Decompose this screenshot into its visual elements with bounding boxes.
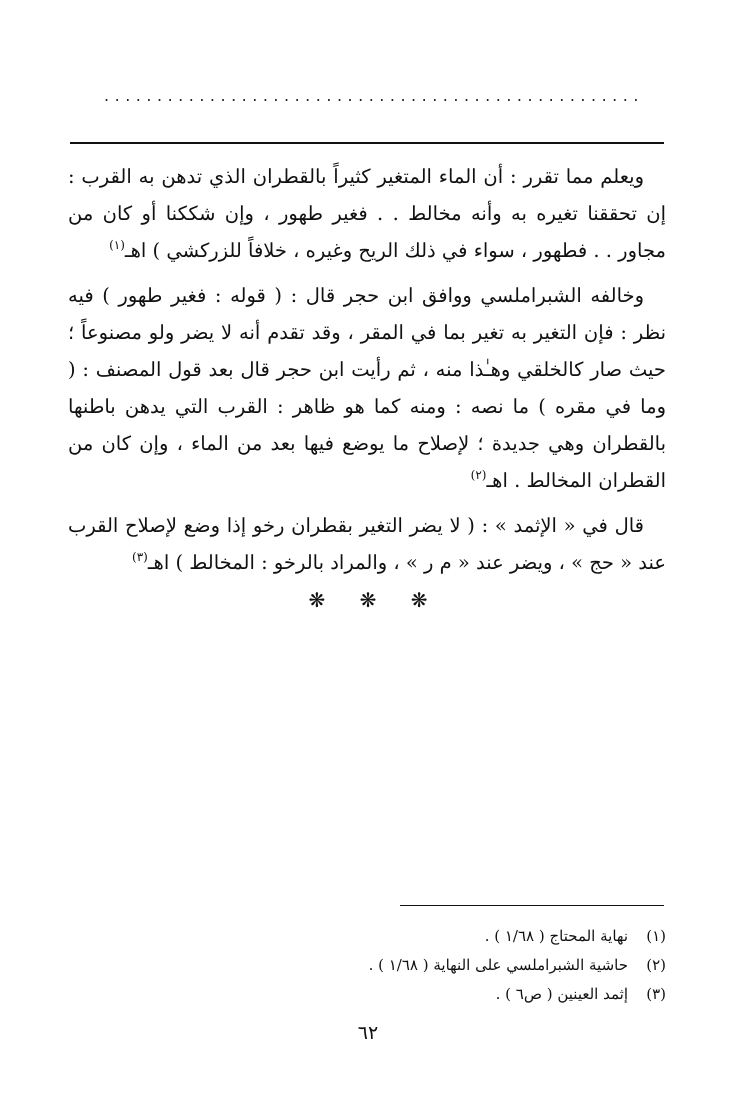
footnote-number: (٢) <box>646 956 666 974</box>
footnote-1 <box>260 922 666 951</box>
footnote-ref-3[interactable]: (٣) <box>132 550 148 564</box>
main-text <box>68 158 666 589</box>
separator-star-icon: ❋ <box>308 588 326 612</box>
paragraph-3 <box>68 507 666 581</box>
footnote-number: (٣) <box>646 985 666 1003</box>
paragraph-2-text: وخالفه الشبراملسي ووافق ابن حجر قال : ( قوله : فغير طهور ) فيه نظر : فإن التغير به تغير بما في المقر ، وقد تقدم أنه لا يضر ولو مصنوعاً ؛ حيث صار كالخلقي وهـٰذا منه ، ثم رأيت ابن حجر قال بعد قول المصنف : ( وما في مقره ) ما نصه : ومنه كما هو ظاهر : القرب التي يدهن باطنها بالقطران وهي جديدة ؛ لإصلاح ما يوضع فيها بعد من الماء ، وإن كان من القطران المخالط . اهـ <box>68 284 666 492</box>
footnote-text: حاشية الشبراملسي على النهاية ( ١/٦٨ ) . <box>368 956 628 974</box>
header-dotted-line: ................................................... <box>104 86 644 105</box>
footnote-ref-2[interactable]: (٢) <box>470 468 487 482</box>
footnote-text: نهاية المحتاج ( ١/٦٨ ) . <box>484 927 628 945</box>
footnotes <box>260 922 666 1009</box>
separator-star-icon: ❋ <box>359 588 377 612</box>
separator-star-icon: ❋ <box>410 588 428 612</box>
footnote-3 <box>260 980 666 1009</box>
footnote-text: إثمد العينين ( ص٦ ) . <box>495 985 628 1003</box>
header-rule <box>70 142 664 144</box>
paragraph-3-text: قال في « الإثمد » : ( لا يضر التغير بقطران رخو إذا وضع لإصلاح القرب عند « حج » ، ويضر عند « م ر » ، والمراد بالرخو : المخالط ) اهـ <box>68 514 666 574</box>
footnote-rule <box>400 905 664 906</box>
page-number: ٦٢ <box>357 1022 379 1044</box>
footnote-number: (١) <box>646 927 666 945</box>
section-separator <box>0 588 736 612</box>
paragraph-1-text: ويعلم مما تقرر : أن الماء المتغير كثيراً بالقطران الذي تدهن به القرب : إن تحققنا تغيره به وأنه مخالط . . فغير طهور ، وإن شككنا أو كان من مجاور . . فطهور ، سواء في ذلك الريح وغيره ، خلافاً للزركشي ) اهـ <box>68 165 666 262</box>
paragraph-1 <box>68 158 666 269</box>
footnote-2 <box>260 951 666 980</box>
footnote-ref-1[interactable]: (١) <box>109 238 125 252</box>
paragraph-2 <box>68 277 666 499</box>
